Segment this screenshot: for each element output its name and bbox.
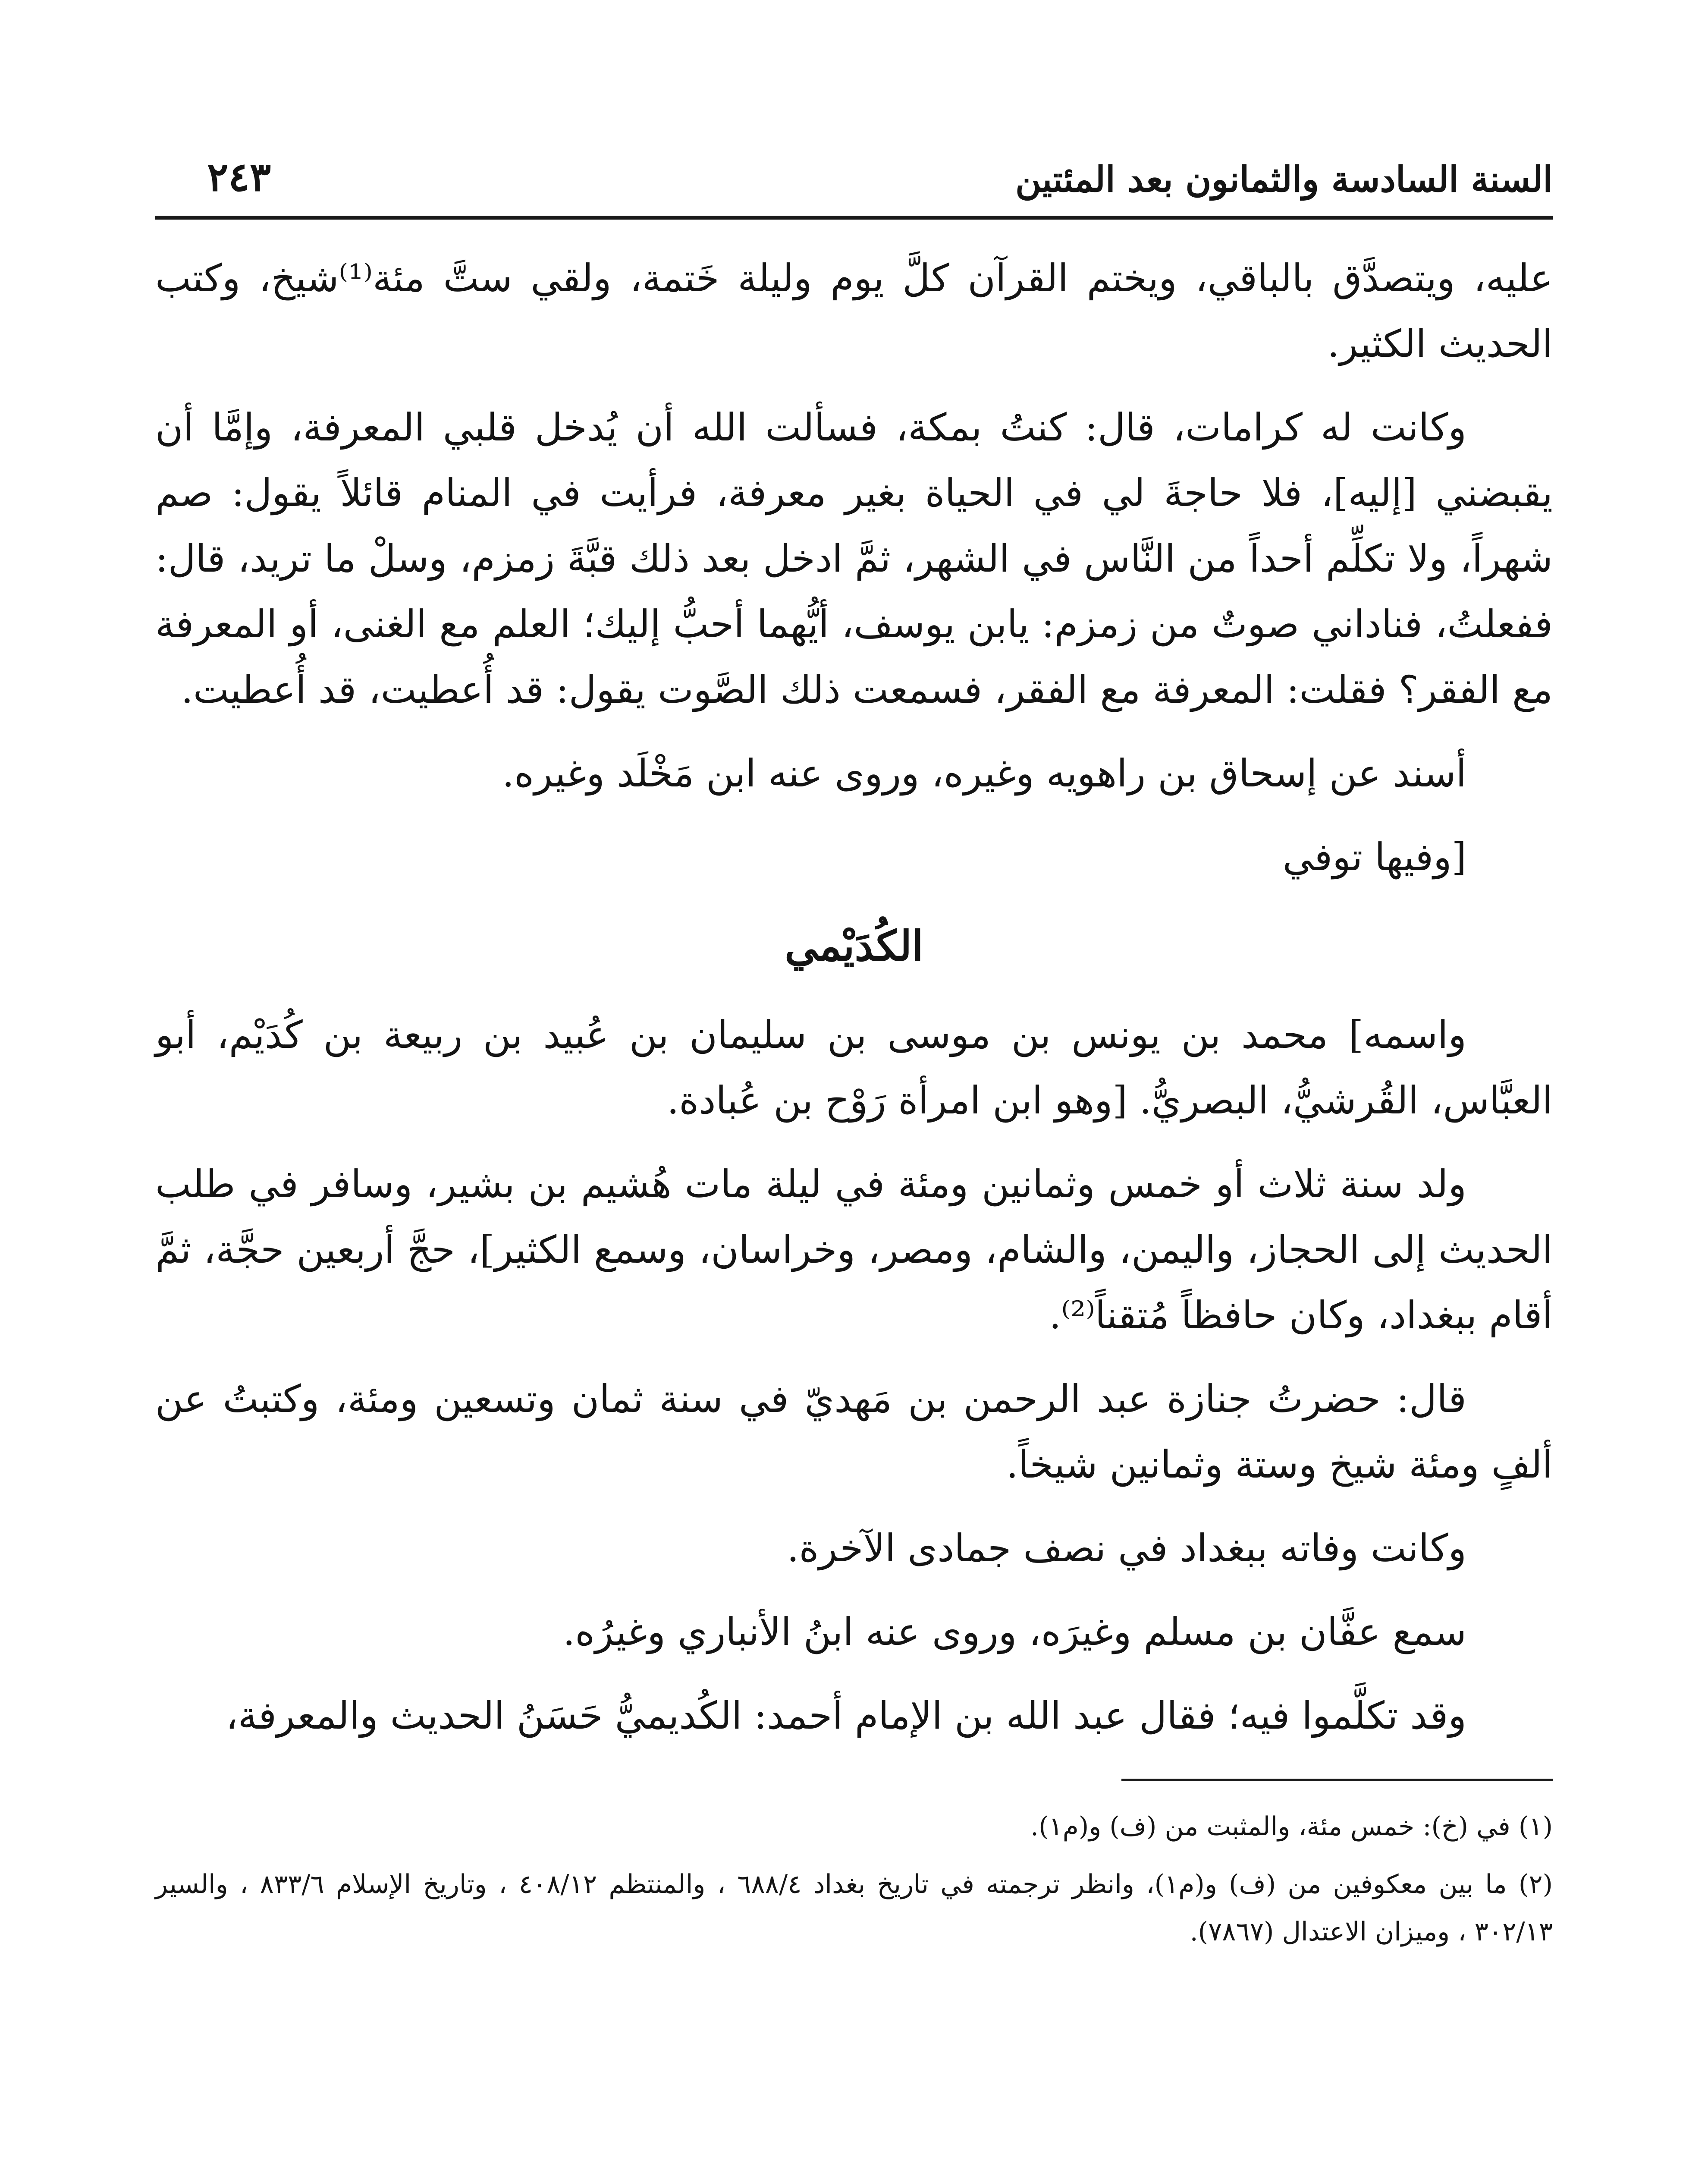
paragraph: وقد تكلَّموا فيه؛ فقال عبد الله بن الإمام أحمد: الكُديميُّ حَسَنُ الحديث والمعرفة،	[226, 1693, 1466, 1738]
body-text	[155, 245, 1553, 1748]
document-page	[155, 129, 1553, 2157]
paragraph: ولد سنة ثلاث أو خمس وثمانين ومئة في ليلة مات هُشيم بن بشير، وسافر في طلب الحديث إلى الحجاز، واليمن، والشام، ومصر، وخراسان، وسمع الكثير]، حجَّ أربعين حجَّة، ثمَّ أقام ببغداد، وكان حافظاً مُتقناً⁽²⁾.	[155, 1162, 1553, 1337]
paragraph: [وفيها توفي	[1282, 835, 1466, 879]
footnote-separator	[1121, 1779, 1553, 1781]
paragraph: أسند عن إسحاق بن راهويه وغيره، وروى عنه ابن مَخْلَد وغيره.	[502, 751, 1466, 796]
paragraph: واسمه] محمد بن يونس بن موسى بن سليمان بن عُبيد بن ربيعة بن كُدَيْم، أبو العبَّاس، القُرشيُّ، البصريُّ. [وهو ابن امرأة رَوْح بن عُبادة.	[155, 1012, 1553, 1123]
section-heading: الكُدَيْمي	[785, 921, 923, 970]
paragraph: عليه، ويتصدَّق بالباقي، ويختم القرآن كلَّ يوم وليلة خَتمة، ولقي ستَّ مئة⁽¹⁾شيخ، وكتب الحديث الكثير.	[155, 256, 1553, 366]
running-title: السنة السادسة والثمانون بعد المئتين	[1015, 159, 1553, 200]
paragraph: وكانت له كرامات، قال: كنتُ بمكة، فسألت الله أن يُدخل قلبي المعرفة، وإمَّا أن يقبضني [إليه]، فلا حاجةَ لي في الحياة بغير معرفة، فرأيت في المنام قائلاً يقول: صم شهراً، ولا تكلِّم أحداً من النَّاس في الشهر، ثمَّ ادخل بعد ذلك قبَّةَ زمزم، وسلْ ما تريد، قال: ففعلتُ، فناداني صوتٌ من زمزم: يابن يوسف، أيُّهما أحبُّ إليك؛ العلم مع الغنى، أو المعرفة مع الفقر؟ فقلت: المعرفة مع الفقر، فسمعت ذلك الصَّوت يقول: قد أُعطيت، قد أُعطيت.	[155, 405, 1553, 712]
page-number: ٢٤٣	[207, 154, 271, 200]
paragraph: وكانت وفاته ببغداد في نصف جمادى الآخرة.	[787, 1526, 1466, 1570]
paragraph: سمع عفَّان بن مسلم وغيرَه، وروى عنه ابنُ الأنباري وغيرُه.	[563, 1610, 1466, 1654]
footnotes	[155, 1803, 1553, 1956]
paragraph: قال: حضرتُ جنازة عبد الرحمن بن مَهديّ في سنة ثمان وتسعين ومئة، وكتبتُ عن ألفٍ ومئة شيخ وستة وثمانين شيخاً.	[155, 1377, 1553, 1487]
footnote: (٢) ما بين معكوفين من (ف) و(م١)، وانظر ترجمته في تاريخ بغداد ٦٨٨/٤ ، والمنتظم ٤٠٨/١٢ ، وتاريخ الإسلام ٨٣٣/٦ ، والسير ٣٠٢/١٣ ، وميزان الاعتدال (٧٨٦٧).	[155, 1869, 1553, 1947]
footnote: (١) في (خ): خمس مئة، والمثبت من (ف) و(م١).	[1030, 1811, 1553, 1842]
page-header	[155, 129, 1553, 220]
